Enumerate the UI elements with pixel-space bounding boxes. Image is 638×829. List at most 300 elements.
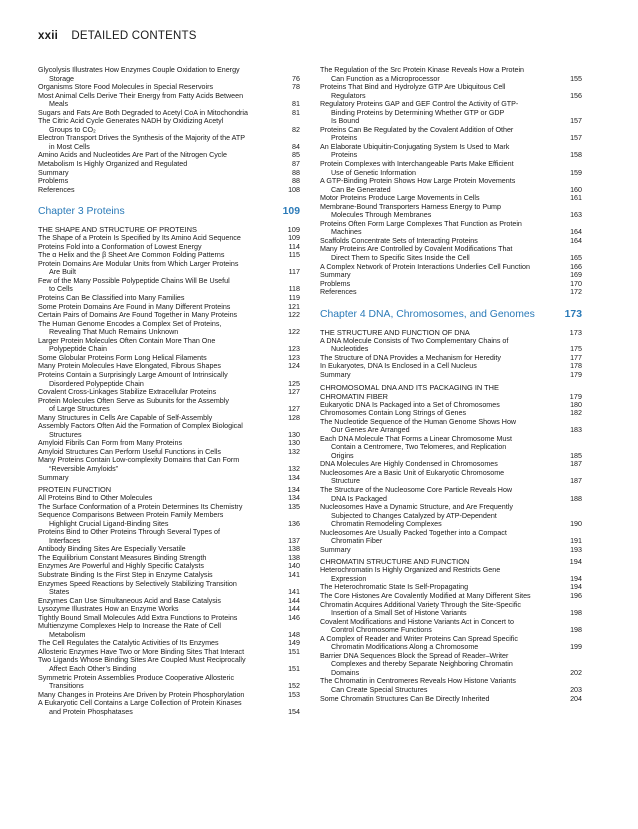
entry-title: [320, 677, 570, 694]
title-line: Proteins Often Form Large Complexes That Function as Protein: [320, 219, 522, 228]
entry-title: [38, 674, 288, 691]
entry-title: [38, 397, 288, 414]
title-line: Electron Transport Drives the Synthesis of the Majority of the ATP: [38, 134, 246, 143]
entry-title: [38, 554, 288, 563]
title-line: Binding Proteins by Determining Whether GTP or GDP: [331, 108, 505, 117]
title-line: and Protein Phosphatases: [49, 707, 133, 716]
title-line: Storage: [49, 74, 75, 83]
toc-entry: [320, 354, 582, 363]
title-line: Contain a Centromere, Two Telomeres, and Replication: [331, 443, 507, 452]
entry-title: [320, 652, 570, 678]
title-line: Proteins Bind to Other Proteins Through Several Types of: [38, 528, 220, 537]
toc-entry: [320, 529, 582, 546]
entry-title: [38, 234, 288, 243]
toc-entry: [38, 571, 300, 580]
entry-title: [320, 308, 535, 321]
page-ref: 153: [288, 690, 300, 699]
entry-title: [38, 699, 288, 716]
page-ref: 203: [570, 686, 582, 694]
title-line: Structure: [331, 477, 360, 486]
toc-entry: [38, 503, 300, 512]
page-ref: 187: [570, 477, 582, 486]
title-line: Allosteric Enzymes Have Two or More Binding Sites That Interact: [38, 647, 245, 656]
page-ref: 172: [570, 288, 582, 297]
title-line: Is Bound: [331, 117, 360, 126]
title-line: Revealing That Much Remains Unknown: [49, 328, 179, 337]
title-line: Substrate Binding Is the First Step in Enzyme Catalysis: [38, 570, 213, 579]
entry-title: [320, 83, 570, 100]
title-line: Amyloid Fibrils Can Form from Many Proteins: [38, 439, 183, 448]
toc-entry: [38, 605, 300, 614]
title-line: Origins: [331, 451, 354, 460]
toc-entry: [38, 554, 300, 563]
entry-title: [38, 388, 288, 397]
entry-title: [38, 656, 288, 673]
entry-title: [38, 337, 288, 354]
page-ref: 124: [288, 362, 300, 371]
page-ref: 191: [570, 537, 582, 546]
page-ref: 81: [292, 100, 300, 109]
page-ref: 109: [282, 206, 300, 218]
entry-title: [38, 448, 288, 457]
page-ref: 158: [570, 151, 582, 160]
toc-entry: [38, 160, 300, 169]
title-line: Two Ligands Whose Binding Sites Are Coupled Must Reciprocally: [38, 656, 246, 665]
title-line: Problems: [320, 279, 351, 288]
toc-entry: [38, 234, 300, 243]
entry-title: [320, 160, 570, 177]
toc-entry: [38, 66, 300, 83]
toc-entry: [38, 83, 300, 92]
entry-title: [320, 354, 570, 363]
title-line: Barrier DNA Sequences Block the Spread of Reader–Writer: [320, 651, 509, 660]
toc-entry: [38, 134, 300, 151]
toc-entry: [38, 186, 300, 195]
title-line: Can Be Generated: [331, 185, 391, 194]
toc-entry: [38, 414, 300, 423]
title-line: Proteins Can Be Regulated by the Covalent Addition of Other: [320, 125, 514, 134]
page-ref: 202: [570, 668, 582, 677]
entry-title: [38, 294, 289, 303]
chapter-heading: [320, 308, 582, 321]
title-line: Protein Domains Are Modular Units from Which Larger Proteins: [38, 259, 239, 268]
entry-title: [320, 460, 570, 469]
title-line: Interfaces: [49, 536, 81, 545]
entry-title: [38, 503, 288, 512]
title-line: Regulatory Proteins GAP and GEF Control the Activity of GTP-: [320, 100, 519, 109]
page-ref: 118: [288, 285, 300, 294]
page-ref: 155: [570, 74, 582, 83]
chapter-heading: [38, 205, 300, 218]
page-ref: 182: [570, 409, 582, 418]
title-line: Can Create Special Structures: [331, 686, 428, 694]
page-ref: 81: [292, 108, 300, 117]
page-ref: 144: [288, 596, 300, 605]
page-ref: 108: [288, 185, 300, 194]
page-ref: 119: [288, 294, 300, 303]
title-line: Scaffolds Concentrate Sets of Interacting Proteins: [320, 236, 478, 245]
title-line: Chapter 4 DNA, Chromosomes, and Genomes: [320, 308, 535, 320]
toc-entry: [320, 469, 582, 486]
title-line: Nucleosomes Have a Dynamic Structure, and Are Frequently: [320, 503, 513, 512]
page-ref: 166: [570, 262, 582, 271]
title-line: States: [49, 588, 70, 597]
entry-title: [38, 571, 288, 580]
toc-entry: [320, 695, 582, 704]
page-ref: 157: [570, 134, 582, 143]
toc-entry: [38, 528, 300, 545]
entry-title: [320, 237, 570, 246]
entry-title: [320, 546, 570, 555]
title-line: in Most Cells: [49, 142, 90, 151]
title-line: Larger Protein Molecules Often Contain More Than One: [38, 336, 216, 345]
title-line: Transitions: [49, 682, 84, 691]
title-line: Groups to CO₂: [49, 125, 96, 134]
title-line: to Cells: [49, 285, 73, 294]
toc-entry: [320, 143, 582, 160]
title-line: Disordered Polypeptide Chain: [49, 379, 144, 388]
entry-title: [38, 251, 289, 260]
page-ref: 199: [570, 643, 582, 652]
title-line: Most Animal Cells Derive Their Energy from Fatty Acids Between: [38, 91, 244, 100]
page-ref: 137: [288, 536, 300, 545]
title-line: Certain Pairs of Domains Are Found Together in Many Proteins: [38, 311, 238, 320]
title-line: Summary: [320, 370, 351, 379]
entry-title: [320, 126, 570, 143]
title-line: Summary: [38, 168, 69, 177]
entry-title: [320, 566, 570, 583]
toc-entry: [320, 160, 582, 177]
toc-entry: [320, 401, 582, 410]
toc-entry: [38, 699, 300, 716]
page-ref: 194: [569, 557, 582, 567]
title-line: Many Structures in Cells Are Capable of Self-Assembly: [38, 413, 213, 422]
page-ref: 159: [570, 168, 582, 177]
entry-title: [320, 288, 570, 297]
page-ref: 84: [292, 142, 300, 151]
title-line: Expression: [331, 574, 367, 583]
entry-title: [38, 414, 288, 423]
title-line: Multienzyme Complexes Help to Increase the Rate of Cell: [38, 622, 221, 631]
page-ref: 146: [288, 613, 300, 622]
toc-entry: [320, 203, 582, 220]
toc-entry: [38, 448, 300, 457]
entry-title: [38, 303, 288, 312]
toc-entry: [38, 562, 300, 571]
title-line: An Elaborate Ubiquitin-Conjugating System Is Used to Mark: [320, 142, 510, 151]
title-line: Machines: [331, 228, 362, 237]
title-line: Proteins That Bind and Hydrolyze GTP Are Ubiquitous Cell: [320, 83, 506, 92]
entry-title: [320, 695, 570, 704]
title-line: Insertion of a Small Set of Histone Variants: [331, 609, 467, 618]
page-ref: 161: [570, 194, 582, 203]
title-line: The Heterochromatic State Is Self-Propagating: [320, 583, 469, 592]
page-ref: 123: [288, 345, 300, 354]
title-line: Domains: [331, 668, 360, 677]
title-line: Structures: [49, 430, 82, 439]
title-line: Problems: [38, 177, 69, 186]
entry-title: [38, 169, 292, 178]
toc-entry: [38, 511, 300, 528]
toc-entry: [38, 474, 300, 483]
title-line: CHROMOSOMAL DNA AND ITS PACKAGING IN THE: [320, 382, 499, 392]
page-ref: 193: [570, 545, 582, 554]
title-line: Metabolism: [49, 630, 86, 639]
toc-entry: [38, 439, 300, 448]
entry-title: [38, 474, 288, 483]
entry-title: [38, 134, 292, 151]
page-ref: 123: [288, 353, 300, 362]
entry-title: [38, 439, 288, 448]
entry-title: [320, 371, 570, 380]
title-line: DNA Is Packaged: [331, 494, 387, 503]
toc-entry: [320, 583, 582, 592]
entry-title: [38, 562, 288, 571]
page-ref: 114: [288, 242, 300, 251]
entry-title: [320, 635, 570, 652]
page-ref: 157: [570, 117, 582, 126]
title-line: Proteins Fold into a Conformation of Lowest Energy: [38, 242, 202, 251]
entry-title: [320, 469, 570, 486]
page-ref: 122: [288, 328, 300, 337]
entry-title: [38, 614, 288, 623]
page-ref: 185: [570, 451, 582, 460]
title-line: Organisms Store Food Molecules in Special Reservoirs: [38, 83, 214, 92]
page-ref: 164: [570, 228, 582, 237]
entry-title: [320, 486, 570, 503]
title-line: Control Chromosome Functions: [331, 626, 432, 635]
toc-entry: [320, 100, 582, 126]
page-header: [38, 30, 197, 46]
entry-title: [38, 528, 288, 545]
entry-title: [320, 194, 570, 203]
toc-entry: [320, 566, 582, 583]
page-ref: 148: [288, 630, 300, 639]
toc-entry: [320, 618, 582, 635]
page-ref: 204: [570, 694, 582, 703]
page-ref: 132: [288, 464, 300, 473]
entry-title: [38, 639, 288, 648]
entry-title: [320, 583, 570, 592]
toc-entry: [320, 237, 582, 246]
page-ref: 183: [570, 426, 582, 435]
title-line: of Large Structures: [49, 405, 110, 414]
page-ref: 194: [570, 583, 582, 592]
title-line: DNA Molecules Are Highly Condensed in Chromosomes: [320, 460, 498, 469]
title-line: “Reversible Amyloids”: [49, 464, 119, 473]
entry-title: [38, 691, 288, 700]
toc-entry: [38, 639, 300, 648]
entry-title: [38, 320, 288, 337]
entry-title: [38, 151, 292, 160]
title-line: Motor Proteins Produce Large Movements in Cells: [320, 194, 480, 203]
title-line: Are Built: [49, 268, 76, 277]
title-line: Assembly Factors Often Aid the Formation of Complex Biological: [38, 422, 243, 431]
entry-title: [320, 418, 570, 435]
title-line: Regulators: [331, 91, 366, 100]
title-line: The Nucleotide Sequence of the Human Genome Shows How: [320, 417, 517, 426]
section-heading: [320, 383, 582, 401]
entry-title: [320, 383, 570, 401]
page-ref: 88: [292, 168, 300, 177]
page-ref: 173: [564, 308, 582, 320]
toc-entry: [320, 677, 582, 694]
entry-title: [38, 494, 288, 503]
toc-entry: [320, 177, 582, 194]
title-line: The Regulation of the Src Protein Kinase Reveals How a Protein: [320, 66, 525, 74]
title-line: Summary: [320, 271, 351, 280]
title-line: THE SHAPE AND STRUCTURE OF PROTEINS: [38, 225, 197, 235]
toc-entry: [38, 397, 300, 414]
title-line: Amyloid Structures Can Perform Useful Functions in Cells: [38, 447, 221, 456]
entry-title: [320, 66, 570, 83]
entry-title: [38, 92, 292, 109]
title-line: CHROMATIN FIBER: [320, 391, 389, 401]
toc-entry: [320, 288, 582, 297]
page-ref: 175: [570, 345, 582, 354]
entry-title: [320, 529, 570, 546]
page-ref: 125: [288, 379, 300, 388]
toc-entry: [38, 303, 300, 312]
toc-entry: [320, 66, 582, 83]
page-ref: 198: [570, 626, 582, 635]
entry-title: [38, 225, 288, 234]
page-ref: 109: [287, 225, 300, 235]
entry-title: [320, 503, 570, 529]
entry-title: [38, 117, 292, 134]
entry-title: [320, 328, 570, 337]
title-line: Sequence Comparisons Between Protein Family Members: [38, 511, 224, 520]
toc-entry: [38, 251, 300, 260]
entry-title: [320, 271, 570, 280]
entry-title: [320, 245, 570, 262]
entry-title: [38, 109, 292, 118]
page-ref: 149: [288, 639, 300, 648]
title-line: The Citric Acid Cycle Generates NADH by Oxidizing Acetyl: [38, 117, 224, 126]
title-line: Covalent Modifications and Histone Variants Act in Concert to: [320, 617, 514, 626]
entry-title: [38, 545, 288, 554]
title-line: Use of Genetic Information: [331, 168, 416, 177]
toc-entry: [38, 648, 300, 657]
page-ref: 130: [288, 439, 300, 448]
entry-title: [38, 605, 288, 614]
toc-entry: [38, 674, 300, 691]
title-line: Chromosomes Contain Long Strings of Genes: [320, 409, 467, 418]
page-ref: 178: [570, 362, 582, 371]
entry-title: [38, 422, 288, 439]
title-line: A Complex of Reader and Writer Proteins Can Spread Specific: [320, 634, 518, 643]
toc-entry: [320, 460, 582, 469]
toc-entry: [38, 311, 300, 320]
entry-title: [38, 456, 288, 473]
title-line: Some Globular Proteins Form Long Helical Filaments: [38, 353, 207, 362]
toc-column-left: [38, 66, 300, 716]
toc-entry: [320, 220, 582, 237]
title-line: The Equilibrium Constant Measures Binding Strength: [38, 553, 207, 562]
page-ref: 180: [570, 400, 582, 409]
page-ref: 163: [570, 211, 582, 220]
entry-title: [38, 580, 288, 597]
page-ref: 134: [288, 494, 300, 503]
title-line: Some Protein Domains Are Found in Many Different Proteins: [38, 302, 231, 311]
entry-title: [38, 186, 288, 195]
title-line: Highlight Crucial Ligand-Binding Sites: [49, 519, 169, 528]
title-line: Summary: [320, 545, 351, 554]
page-ref: 165: [570, 254, 582, 263]
page-ref: 127: [288, 405, 300, 414]
page-ref: 134: [288, 473, 300, 482]
title-line: Lysozyme Illustrates How an Enzyme Works: [38, 605, 179, 614]
toc-entry: [38, 277, 300, 294]
title-line: Molecules Through Membranes: [331, 211, 432, 220]
entry-title: [320, 401, 570, 410]
title-line: All Proteins Bind to Other Molecules: [38, 494, 153, 503]
entry-title: [320, 280, 570, 289]
title-line: Symmetric Protein Assemblies Produce Cooperative Allosteric: [38, 673, 235, 682]
entry-title: [38, 205, 125, 218]
title-line: Proteins: [331, 134, 358, 143]
toc-entry: [38, 354, 300, 363]
title-line: Polypeptide Chain: [49, 345, 107, 354]
running-title: DETAILED CONTENTS: [71, 30, 197, 42]
entry-title: [38, 277, 289, 294]
title-line: Proteins: [331, 151, 358, 160]
title-line: Subjected to Changes Catalyzed by ATP-Dependent: [331, 511, 497, 520]
entry-title: [320, 203, 570, 220]
entry-title: [38, 243, 289, 252]
title-line: The Surface Conformation of a Protein Determines Its Chemistry: [38, 502, 243, 511]
toc-entry: [320, 503, 582, 529]
page-ref: 194: [570, 574, 582, 583]
title-line: Enzymes Are Powerful and Highly Specific Catalysts: [38, 562, 204, 571]
entry-title: [320, 557, 570, 566]
title-line: Enzymes Speed Reactions by Selectively Stabilizing Transition: [38, 579, 237, 588]
title-line: The Cell Regulates the Catalytic Activities of Its Enzymes: [38, 639, 219, 648]
title-line: Many Proteins Contain Low-complexity Domains that Can Form: [38, 456, 240, 465]
toc-entry: [320, 263, 582, 272]
entry-title: [38, 597, 288, 606]
page-ref: 76: [292, 74, 300, 83]
page-ref: 141: [288, 588, 300, 597]
entry-title: [320, 435, 570, 461]
toc-entry: [38, 580, 300, 597]
toc-entry: [320, 486, 582, 503]
page-ref: 87: [292, 160, 300, 169]
title-line: Chromatin Acquires Additional Variety Through the Site-Specific: [320, 600, 521, 609]
title-line: Proteins Contain a Surprisingly Large Amount of Intrinsically: [38, 370, 228, 379]
entry-title: [38, 160, 292, 169]
toc-entry: [38, 456, 300, 473]
toc-entry: [38, 177, 300, 186]
entry-title: [320, 362, 570, 371]
page-ref: 152: [288, 682, 300, 691]
entry-title: [320, 100, 570, 126]
page-ref: 135: [288, 502, 300, 511]
page-ref: 109: [288, 234, 300, 243]
toc-entry: [38, 545, 300, 554]
toc-entry: [38, 294, 300, 303]
title-line: Enzymes Can Use Simultaneous Acid and Base Catalysis: [38, 596, 221, 605]
title-line: Glycolysis Illustrates How Enzymes Couple Oxidation to Energy: [38, 66, 240, 74]
toc-entry: [38, 92, 300, 109]
toc-entry: [320, 280, 582, 289]
page-ref: 154: [288, 707, 300, 716]
title-line: Covalent Cross-Linkages Stabilize Extracellular Proteins: [38, 388, 217, 397]
toc-entry: [38, 117, 300, 134]
title-line: Few of the Many Possible Polypeptide Chains Will Be Useful: [38, 276, 230, 285]
title-line: Protein Molecules Often Serve as Subunits for the Assembly: [38, 396, 229, 405]
toc-entry: [38, 494, 300, 503]
